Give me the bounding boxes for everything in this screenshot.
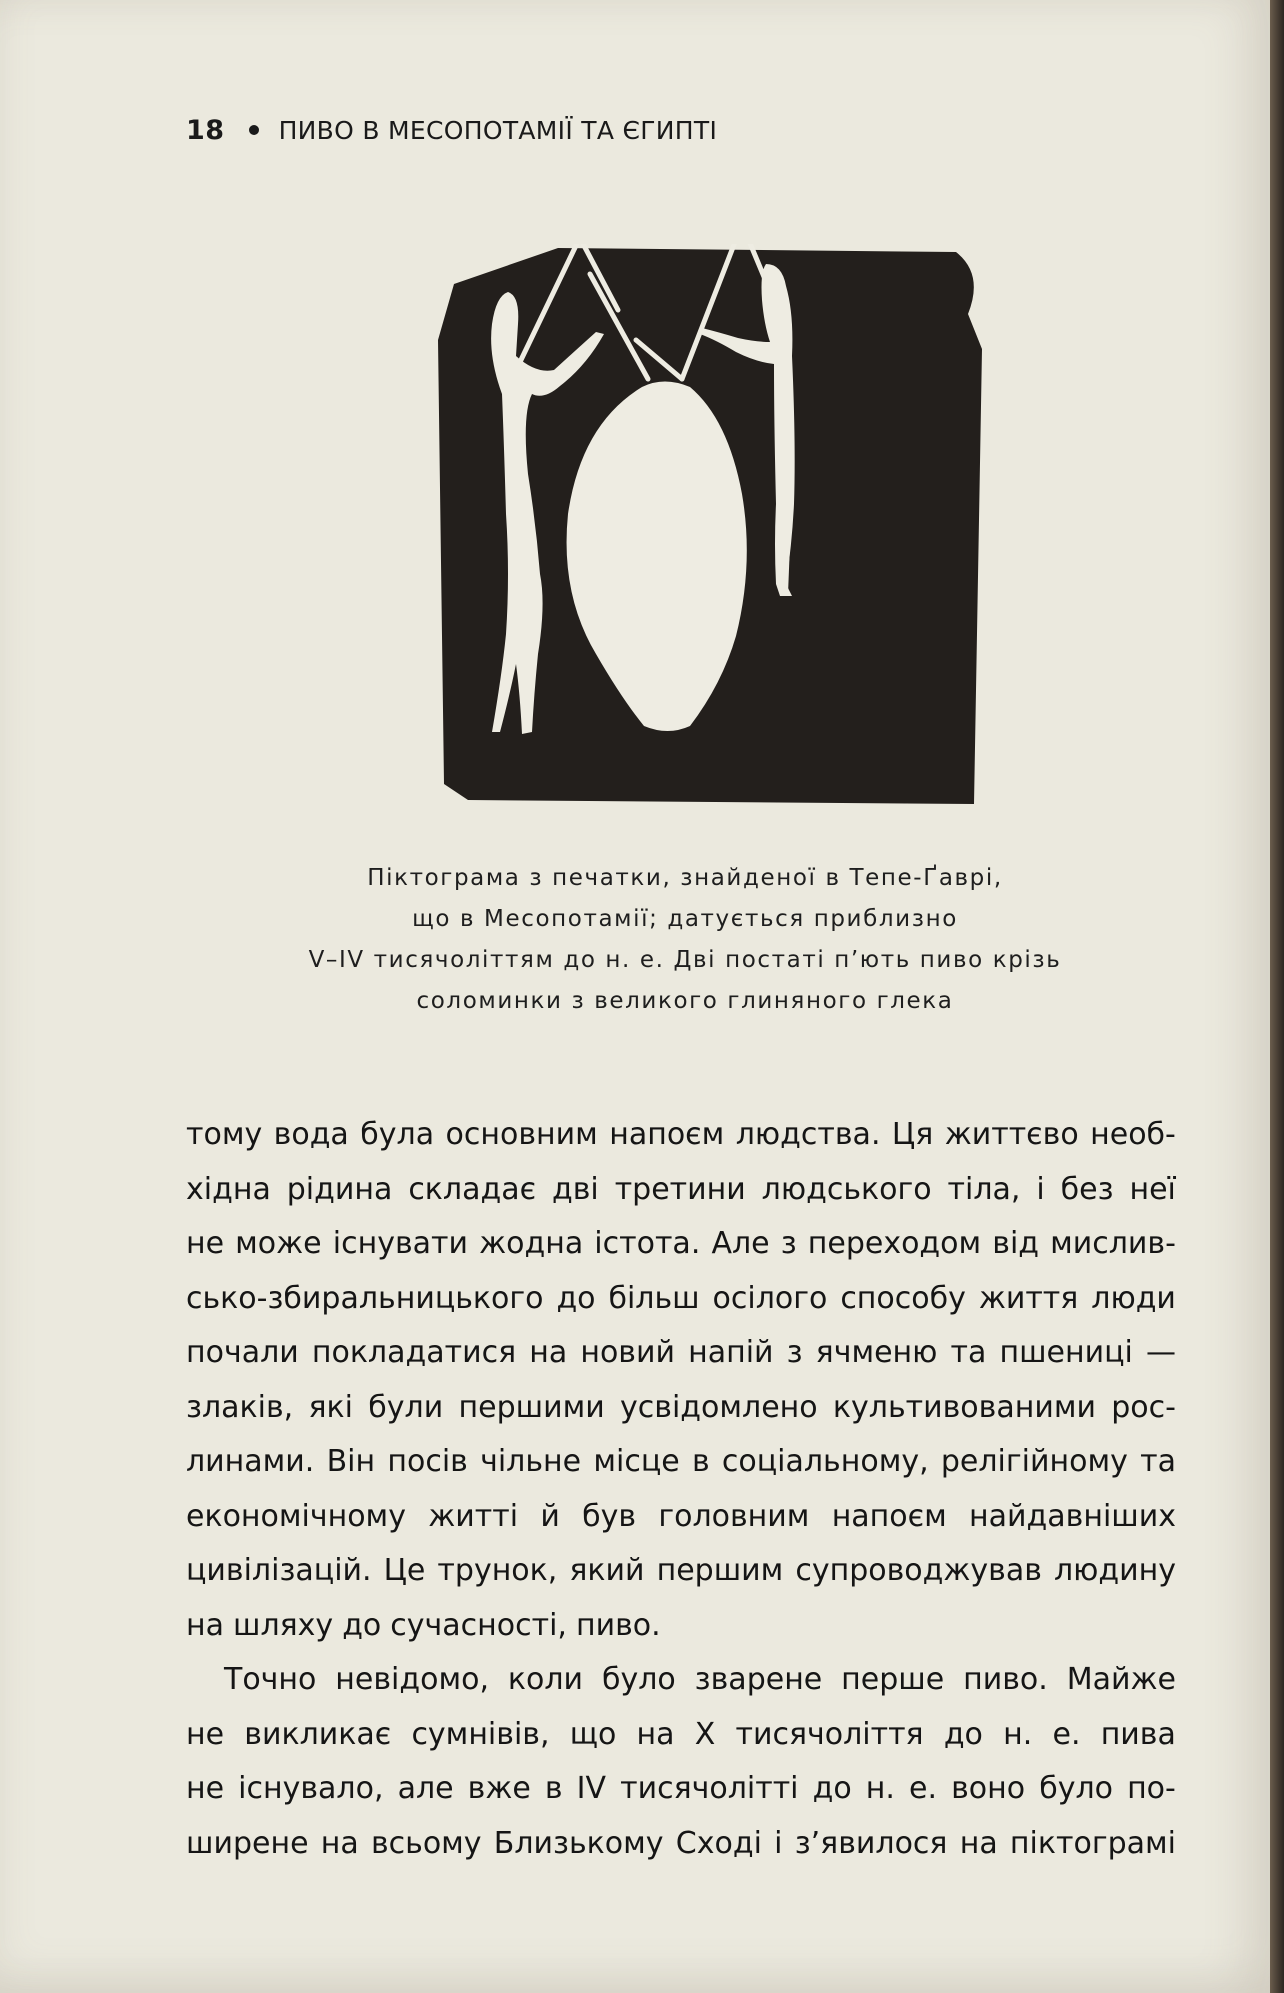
pictogram-seal-icon xyxy=(436,244,988,804)
text-line: тому вода була основним напоєм людства. Ця життєво необ- xyxy=(186,1117,1176,1152)
page-edge xyxy=(1270,0,1284,1993)
text-line: цивілізацій. Це трунок, який першим супроводжував людину xyxy=(186,1553,1176,1588)
paragraph xyxy=(186,1653,1176,1871)
caption-line: Піктограма з печатки, знайденої в Тепе-Ґаврі, xyxy=(367,865,1003,891)
caption-line: V–IV тисячоліттям до н. е. Дві постаті п’ють пиво крізь xyxy=(308,947,1062,973)
text-line: не існувало, але вже в IV тисячолітті до н. е. воно було по- xyxy=(186,1771,1176,1806)
running-head xyxy=(186,112,717,148)
bullet-icon xyxy=(249,125,259,135)
chapter-title: ПИВО В МЕСОПОТАМІЇ ТА ЄГИПТІ xyxy=(278,115,718,145)
page-number: 18 xyxy=(186,114,225,146)
text-line: економічному житті й був головним напоєм найдавніших xyxy=(186,1498,1176,1534)
text-line: хідна рідина складає дві третини людського тіла, і без неї xyxy=(186,1171,1176,1207)
text-line: сько-збиральницького до більш осілого способу життя люди xyxy=(186,1280,1176,1316)
text-line: почали покладатися на новий напій з ячменю та пшениці — xyxy=(186,1335,1176,1370)
text-line: злаків, які були першими усвідомлено культивованими рос- xyxy=(186,1389,1176,1425)
text-line: не може існувати жодна істота. Але з переходом від мислив- xyxy=(186,1226,1176,1261)
figure-caption xyxy=(240,858,1130,1022)
caption-line: що в Месопотамії; датується приблизно xyxy=(412,906,958,932)
text-line: не викликає сумнівів, що на X тисячоліття до н. е. пива xyxy=(186,1716,1176,1752)
text-line: ширене на всьому Близькому Сході і з’явилося на піктограмі xyxy=(186,1825,1176,1861)
pictogram-figure xyxy=(436,244,988,804)
caption-line: соломинки з великого глиняного глека xyxy=(416,988,954,1014)
text-line: линами. Він посів чільне місце в соціальному, релігійному та xyxy=(186,1444,1176,1479)
text-line: Точно невідомо, коли було зварене перше пиво. Майже xyxy=(224,1662,1176,1697)
paragraph xyxy=(186,1108,1176,1653)
text-line: на шляху до сучасності, пиво. xyxy=(186,1607,661,1643)
body-text xyxy=(186,1108,1176,1871)
